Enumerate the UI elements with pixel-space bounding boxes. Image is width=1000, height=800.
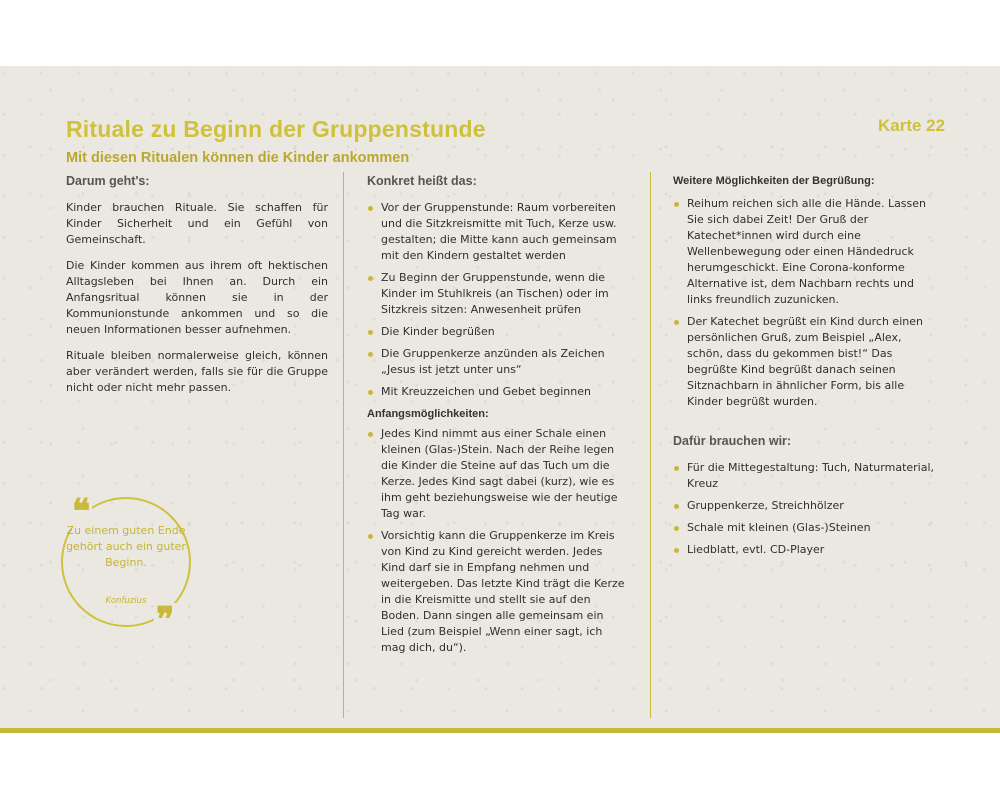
quote-author: Konfuzius	[105, 596, 147, 606]
quote-text: Zu einem guten Ende gehört auch ein guter Beginn.	[66, 524, 186, 569]
left-paragraph: Kinder brauchen Rituale. Sie schaffen für Kinder Sicherheit und ein Gefühl von Gemeinschaft.	[66, 201, 328, 246]
column-divider-left	[343, 172, 344, 718]
right-heading-materials: Dafür brauchen wir:	[673, 434, 792, 448]
closing-quote-icon: ❞	[156, 600, 175, 640]
card-number: Karte 22	[878, 116, 946, 135]
list-item: Reihum reichen sich alle die Hände. Lassen Sie sich dabei Zeit! Der Gruß der Katechet*innen wird durch eine Wellenbewegung oder einen Händedruck herumgeschickt. Eine Corona-konforme Alternative ist, dem Nachbarn rechts und links freundlich zuzunicken.	[673, 196, 935, 308]
bullet-icon	[674, 504, 679, 509]
list-item: Für die Mittegestaltung: Tuch, Naturmaterial, Kreuz	[673, 460, 935, 492]
page-title: Rituale zu Beginn der Gruppenstunde	[66, 116, 486, 142]
middle-list	[367, 200, 629, 400]
list-item: Der Katechet begrüßt ein Kind durch einen persönlichen Gruß, zum Beispiel „Alex, schön, dass du gekommen bist!“ Das begrüßte Kind begrüßt danach seinen Sitznachbarn in ähnlicher Form, bis alle Kinder begrüßt wurden.	[673, 314, 935, 410]
quote-badge	[58, 492, 193, 640]
left-column	[66, 172, 328, 406]
bullet-icon	[368, 352, 373, 357]
bullet-icon	[368, 330, 373, 335]
list-item: Vor der Gruppenstunde: Raum vorbereiten und die Sitzkreismitte mit Tuch, Kerze usw. gestalten; die Mitte kann auch gemeinsam mit den Kindern gestaltet werden	[367, 200, 629, 264]
opening-quote-icon: ❝	[72, 492, 91, 532]
middle-sublist	[367, 426, 629, 656]
left-paragraph: Rituale bleiben normalerweise gleich, können aber verändert werden, falls sie für die Gruppe nicht oder nicht mehr passen.	[66, 349, 328, 394]
list-item: Schale mit kleinen (Glas-)Steinen	[673, 520, 935, 536]
middle-column	[367, 172, 629, 662]
middle-subheading: Anfangsmöglichkeiten:	[367, 408, 489, 420]
left-heading: Darum geht's:	[66, 174, 150, 188]
list-item: Vorsichtig kann die Gruppenkerze im Kreis von Kind zu Kind gereicht werden. Jedes Kind darf sie in Empfang nehmen und weitergeben. Das letzte Kind trägt die Kerze in die Kreismitte und stellt sie auf den Boden. Dann singen alle gemeinsam ein Lied (zum Beispiel „Wenn einer sagt, ich mag dich, du“).	[367, 528, 629, 656]
page-subtitle: Mit diesen Ritualen können die Kinder ankommen	[66, 150, 410, 166]
list-item: Die Kinder begrüßen	[367, 324, 629, 340]
list-item: Jedes Kind nimmt aus einer Schale einen kleinen (Glas-)Stein. Nach der Reihe legen die Kinder die Steine auf das Tuch um die Kerze. Jedes Kind sagt dabei (kurz), wie es ihm geht beziehungsweise wie der heutige Tag war.	[367, 426, 629, 522]
bullet-icon	[674, 202, 679, 207]
bullet-icon	[674, 526, 679, 531]
right-heading: Weitere Möglichkeiten der Begrüßung:	[673, 175, 875, 187]
bullet-icon	[368, 534, 373, 539]
right-list	[673, 196, 935, 410]
materials-list	[673, 460, 935, 558]
bullet-icon	[674, 320, 679, 325]
list-item: Mit Kreuzzeichen und Gebet beginnen	[367, 384, 629, 400]
bullet-icon	[674, 548, 679, 553]
bullet-icon	[368, 276, 373, 281]
bullet-icon	[368, 390, 373, 395]
list-item: Gruppenkerze, Streichhölzer	[673, 498, 935, 514]
bullet-icon	[674, 466, 679, 471]
right-column	[673, 172, 935, 564]
bullet-icon	[368, 432, 373, 437]
middle-heading: Konkret heißt das:	[367, 174, 477, 188]
list-item: Die Gruppenkerze anzünden als Zeichen „Jesus ist jetzt unter uns“	[367, 346, 629, 378]
list-item: Zu Beginn der Gruppenstunde, wenn die Kinder im Stuhlkreis (an Tischen) oder im Sitzkreis sitzen: Anwesenheit prüfen	[367, 270, 629, 318]
bullet-icon	[368, 206, 373, 211]
bottom-accent-bar	[0, 728, 1000, 733]
list-item: Liedblatt, evtl. CD-Player	[673, 542, 935, 558]
column-divider-right	[650, 172, 651, 718]
left-paragraph: Die Kinder kommen aus ihrem oft hektischen Alltagsleben bei Ihnen an. Durch ein Anfangsritual können sie in der Kommunionstunde ankommen und so die neuen Informationen besser aufnehmen.	[66, 259, 328, 336]
